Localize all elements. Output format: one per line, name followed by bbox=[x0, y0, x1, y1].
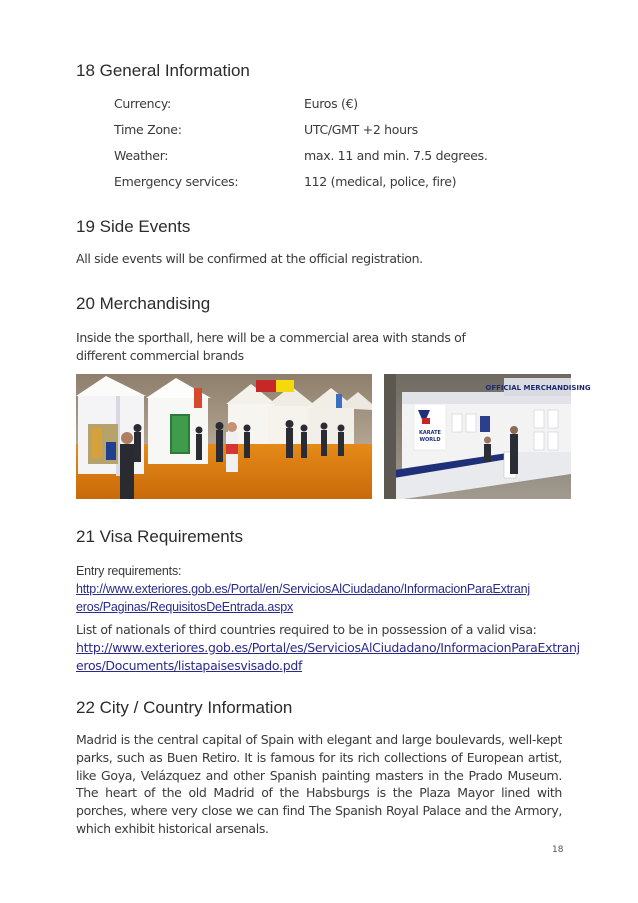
visa-entry-requirements bbox=[76, 562, 562, 616]
section-heading-merchandising: 20 Merchandising bbox=[76, 294, 211, 313]
info-value: UTC/GMT +2 hours bbox=[304, 122, 418, 137]
info-row-currency bbox=[114, 96, 534, 114]
info-label: Time Zone: bbox=[114, 122, 182, 137]
info-row-time-zone bbox=[114, 122, 534, 140]
entry-link-line-1: http://www.exteriores.gob.es/Portal/en/ServiciosAlCiudadano/InformacionParaExtranj bbox=[76, 582, 530, 596]
entry-requirements-label: Entry requirements: bbox=[76, 564, 182, 578]
visa-list-link[interactable] bbox=[76, 640, 580, 673]
entry-requirements-link[interactable] bbox=[76, 582, 530, 614]
city-information-text: Madrid is the central capital of Spain with elegant and large boulevards, well-kept parks, such as Buen Retiro. It is famous for its rich collections of European artist, like Goya, Velázquez and other Spanish painting masters in the Prado Museum. The heart of the old Madrid of the Habsburgs is the Plaza Mayor lined with porches, where very close we can find The Spanish Royal Palace and the Armory, which exhibit historical arsenals. bbox=[76, 732, 562, 836]
official-merchandising-photo bbox=[384, 374, 591, 499]
section-heading-city-country-information: 22 City / Country Information bbox=[76, 698, 293, 717]
info-value: max. 11 and min. 7.5 degrees. bbox=[304, 148, 488, 163]
info-label: Emergency services: bbox=[114, 174, 239, 189]
info-value: 112 (medical, police, fire) bbox=[304, 174, 457, 189]
merchandising-text: Inside the sporthall, here will be a commercial area with stands of different commercial brands bbox=[76, 330, 466, 363]
info-row-weather bbox=[114, 148, 534, 166]
info-label: Currency: bbox=[114, 96, 171, 111]
visa-list-of-nationals bbox=[76, 621, 580, 675]
side-events-text: All side events will be confirmed at the official registration. bbox=[76, 251, 423, 266]
banner-line-2: WORLD bbox=[419, 437, 441, 443]
info-row-emergency-services bbox=[114, 174, 534, 192]
page-number: 18 bbox=[552, 845, 564, 855]
banner-line-1: KARATE bbox=[419, 430, 441, 436]
section-heading-visa-requirements: 21 Visa Requirements bbox=[76, 527, 243, 546]
visa-list-link-line-2: eros/Documents/listapaisesvisado.pdf bbox=[76, 658, 303, 673]
visa-list-label: List of nationals of third countries required to be in possession of a valid visa: bbox=[76, 622, 537, 637]
section-heading-side-events: 19 Side Events bbox=[76, 217, 191, 236]
section-heading-general-information: 18 General Information bbox=[76, 61, 250, 80]
visa-list-link-line-1: http://www.exteriores.gob.es/Portal/es/ServiciosAlCiudadano/InformacionParaExtranj bbox=[76, 640, 580, 655]
info-label: Weather: bbox=[114, 148, 169, 163]
merchandising-sign-text: OFFICIAL MERCHANDISING bbox=[485, 384, 591, 392]
info-value: Euros (€) bbox=[304, 96, 358, 111]
merchandising-hall-photo bbox=[76, 374, 372, 499]
entry-link-line-2: eros/Paginas/RequisitosDeEntrada.aspx bbox=[76, 600, 294, 614]
